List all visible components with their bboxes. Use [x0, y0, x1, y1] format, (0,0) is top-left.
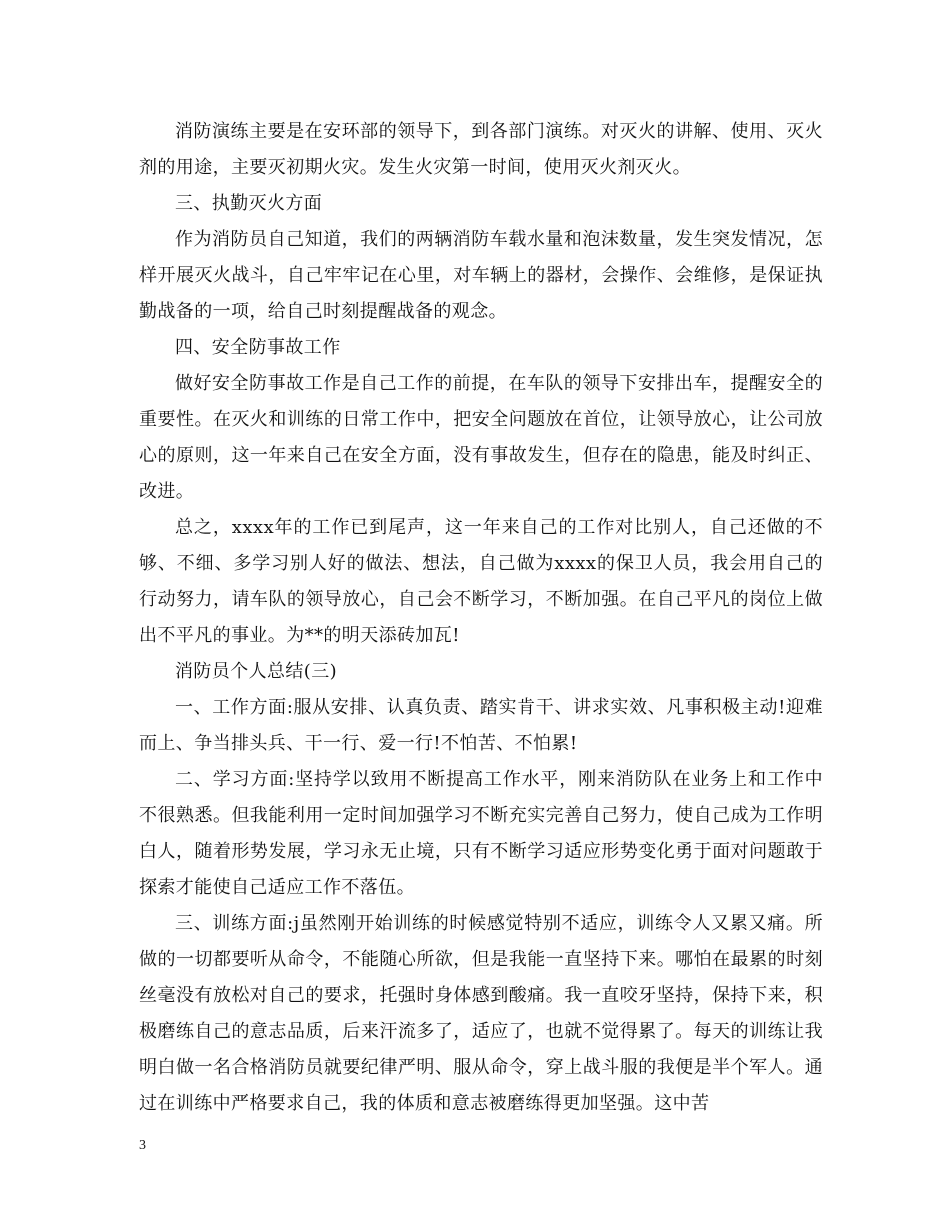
heading-duty-firefighting: 三、执勤灭火方面 [175, 193, 323, 214]
heading-safety: 四、安全防事故工作 [175, 337, 341, 358]
paragraph-training: 三、训练方面:j虽然刚开始训练的时候感觉特别不适应，训练令人又累又痛。所做的一切都要听从命令，不能随心所欲，但是我能一直坚持下来。哪怕在最累的时刻丝毫没有放松对自己的要求，托强时身体感到酸痛。我一直咬牙坚持，保持下来，积极磨练自己的意志品质，后来汗流多了，适应了，也就不觉得累了。每天的训练让我明白做一名合格消防员就要纪律严明、服从命令，穿上战斗服的我便是半个军人。通过在训练中严格要求自己，我的体质和意志被磨练得更加坚强。这中苦 [139, 913, 823, 1114]
paragraph-duty: 作为消防员自己知道，我们的两辆消防车载水量和泡沫数量，发生突发情况，怎样开展灭火战斗，自己牢牢记在心里，对车辆上的器材，会操作、会维修，是保证执勤战备的一项，给自己时刻提醒战备的观念。 [139, 229, 823, 322]
document-body [139, 114, 823, 1122]
paragraph-safety: 做好安全防事故工作是自己工作的前提，在车队的领导下安排出车，提醒安全的重要性。在灭火和训练的日常工作中，把安全问题放在首位，让领导放心，让公司放心的原则，这一年来自己在安全方面，没有事故发生，但存在的隐患，能及时纠正、改进。 [139, 373, 823, 502]
page-number: 3 [139, 1138, 146, 1153]
paragraph-drill: 消防演练主要是在安环部的领导下，到各部门演练。对灭火的讲解、使用、灭火剂的用途，主要灭初期火灾。发生火灾第一时间，使用灭火剂灭火。 [139, 121, 823, 178]
paragraph-work: 一、工作方面:服从安排、认真负责、踏实肯干、讲求实效、凡事积极主动!迎难而上、争当排头兵、干一行、爱一行!不怕苦、不怕累! [139, 697, 823, 754]
paragraph-study: 二、学习方面:坚持学以致用不断提高工作水平，刚来消防队在业务上和工作中不很熟悉。但我能利用一定时间加强学习不断充实完善自己努力，使自己成为工作明白人，随着形势发展，学习永无止境，只有不断学习适应形势变化勇于面对问题敢于探索才能使自己适应工作不落伍。 [139, 769, 823, 898]
paragraph-conclusion: 总之，xxxx年的工作已到尾声，这一年来自己的工作对比别人，自己还做的不够、不细、多学习别人好的做法、想法，自己做为xxxx的保卫人员，我会用自己的行动努力，请车队的领导放心，自己会不断学习，不断加强。在自己平凡的岗位上做出不平凡的事业。为**的明天添砖加瓦! [139, 517, 823, 646]
section-title-summary-3: 消防员个人总结(三) [175, 661, 338, 682]
